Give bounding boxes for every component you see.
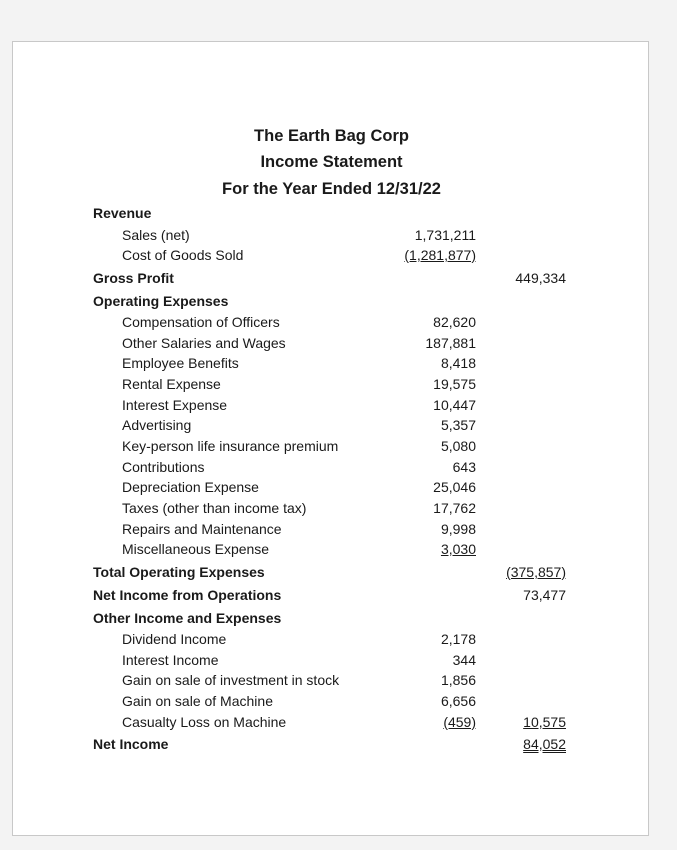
statement-period: For the Year Ended 12/31/22 [222, 180, 441, 198]
cogs-label: Cost of Goods Sold [122, 247, 244, 263]
gross-profit-value: 449,334 [515, 270, 566, 286]
line-item-value: 187,881 [425, 335, 476, 351]
line-item-row [13, 539, 650, 559]
line-item-value: 8,418 [440, 355, 476, 371]
line-item-row [13, 353, 650, 373]
line-item-row [13, 333, 650, 353]
line-item-label: Employee Benefits [122, 355, 239, 371]
line-item-value: 19,575 [433, 376, 476, 392]
line-item-value: 25,046 [433, 479, 476, 495]
line-item-label: Key-person life insurance premium [122, 438, 339, 454]
cogs-row [13, 245, 650, 265]
total-operating-expenses-row [13, 562, 650, 582]
line-item-row [13, 374, 650, 394]
net-income-label: Net Income [93, 736, 169, 752]
sales-label: Sales (net) [122, 227, 190, 243]
line-item-value: 3,030 [440, 541, 476, 557]
line-item-value: 5,357 [440, 417, 476, 433]
line-item-value: 1,856 [440, 672, 476, 688]
cogs-value: (1,281,877) [404, 247, 476, 263]
line-item-label: Interest Income [122, 652, 219, 668]
line-item-row [13, 457, 650, 477]
total-operating-expenses-value: (375,857) [506, 564, 566, 580]
line-item-row [13, 312, 650, 332]
line-item-row [13, 670, 650, 690]
line-item-row [13, 395, 650, 415]
line-item-label: Repairs and Maintenance [122, 521, 282, 537]
line-item-row [13, 498, 650, 518]
operating-expenses-heading: Operating Expenses [93, 293, 229, 309]
line-item-row [13, 519, 650, 539]
line-item-row [13, 650, 650, 670]
line-item-label: Gain on sale of investment in stock [122, 672, 340, 688]
line-item-row [13, 415, 650, 435]
net-income-operations-row [13, 585, 650, 605]
sales-value: 1,731,211 [414, 227, 476, 243]
line-item-row [13, 436, 650, 456]
line-item-value: 344 [452, 652, 476, 668]
line-item-label: Dividend Income [122, 631, 227, 647]
other-income-total-value: 10,575 [523, 714, 566, 730]
line-item-value: (459) [443, 714, 476, 730]
line-item-label: Advertising [122, 417, 192, 433]
revenue-heading-row [13, 203, 650, 223]
line-item-row [13, 691, 650, 711]
line-item-label: Gain on sale of Machine [122, 693, 273, 709]
operating-expenses-heading-row [13, 291, 650, 311]
gross-profit-label: Gross Profit [93, 270, 174, 286]
revenue-heading: Revenue [93, 205, 152, 221]
line-item-value: 6,656 [440, 693, 476, 709]
statement-title: Income Statement [260, 153, 403, 171]
line-item-row [13, 629, 650, 649]
line-item-value: 643 [452, 459, 476, 475]
total-operating-expenses-label: Total Operating Expenses [93, 564, 265, 580]
line-item-value: 2,178 [440, 631, 476, 647]
line-item-row [13, 477, 650, 497]
line-item-value: 9,998 [440, 521, 476, 537]
line-item-label: Miscellaneous Expense [122, 541, 270, 557]
other-income-heading: Other Income and Expenses [93, 610, 282, 626]
gross-profit-row [13, 268, 650, 288]
line-item-value: 5,080 [440, 438, 476, 454]
net-income-row [13, 734, 650, 754]
line-item-label: Other Salaries and Wages [122, 335, 286, 351]
line-item-label: Rental Expense [122, 376, 221, 392]
net-income-operations-label: Net Income from Operations [93, 587, 282, 603]
line-item-label: Depreciation Expense [122, 479, 259, 495]
line-item-label: Taxes (other than income tax) [122, 500, 307, 516]
line-item-label: Contributions [122, 459, 205, 475]
line-item-label: Compensation of Officers [122, 314, 280, 330]
line-item-label: Interest Expense [122, 397, 228, 413]
document-page [12, 41, 649, 836]
net-income-operations-value: 73,477 [523, 587, 566, 603]
line-item-row [13, 712, 650, 732]
line-item-value: 82,620 [433, 314, 476, 330]
company-name: The Earth Bag Corp [254, 127, 409, 145]
line-item-value: 17,762 [433, 500, 476, 516]
line-item-label: Casualty Loss on Machine [122, 714, 287, 730]
line-item-value: 10,447 [433, 397, 476, 413]
sales-row [13, 225, 650, 245]
other-income-heading-row [13, 608, 650, 628]
net-income-value: 84,052 [523, 736, 566, 752]
